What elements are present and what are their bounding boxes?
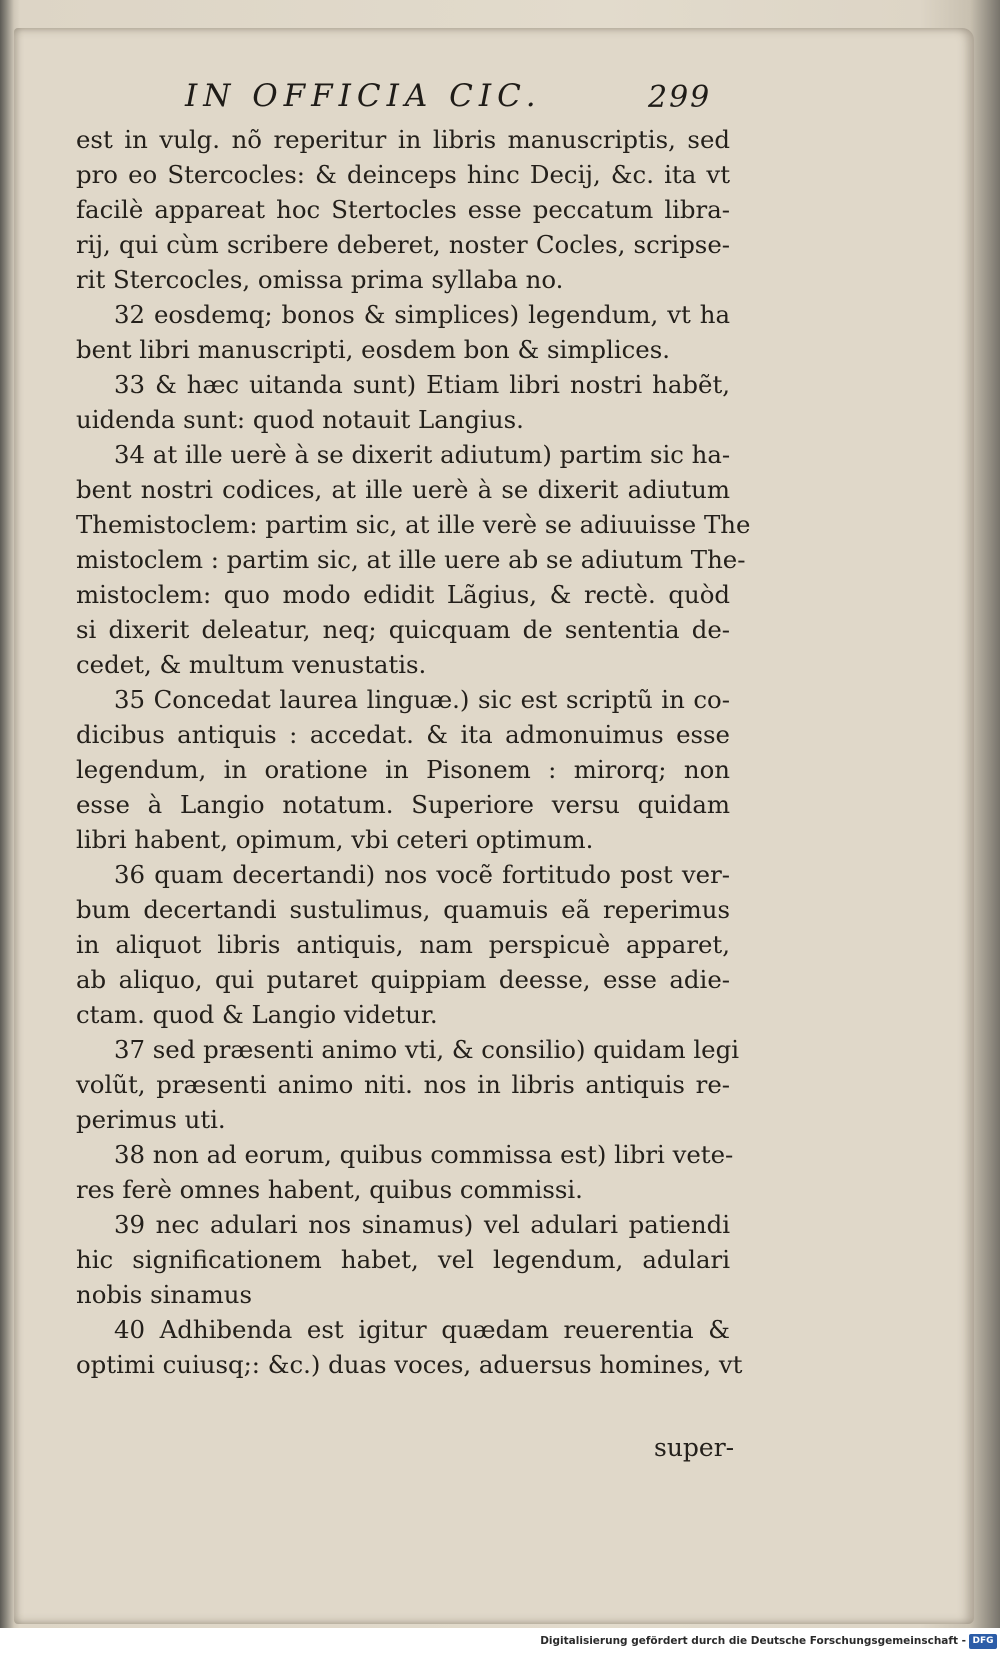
text-line: est in vulg. nõ reperitur in libris manuscriptis, sed (76, 125, 730, 154)
text-line: legendum, in oratione in Pisonem : mirorq; non (76, 755, 730, 784)
text-line: nobis sinamus (76, 1280, 252, 1309)
text-line: mistoclem : partim sic, at ille uere ab se adiutum The- (76, 545, 746, 574)
text-line: rit Stercocles, omissa prima syllaba no. (76, 265, 564, 294)
page-number: 299 (648, 80, 712, 115)
digitization-footer (0, 1631, 1000, 1655)
text-line: mistoclem: quo modo edidit Lãgius, & rectè. quòd (76, 580, 730, 609)
note-line: 40 Adhibenda est igitur quædam reuerentia & (114, 1315, 730, 1344)
catchword: super- (654, 1433, 735, 1462)
text-line: libri habent, opimum, vbi ceteri optimum. (76, 825, 594, 854)
running-head: IN OFFICIA CIC. (185, 78, 542, 114)
text-line: pro eo Stercocles: & deinceps hinc Decij, &c. ita vt (76, 160, 730, 189)
text-line: in aliquot libris antiquis, nam perspicuè apparet, (76, 930, 730, 959)
note-line: 36 quam decertandi) nos vocẽ fortitudo post ver- (114, 860, 730, 889)
text-line: res ferè omnes habent, quibus commissi. (76, 1175, 583, 1204)
text-line: rij, qui cùm scribere deberet, noster Cocles, scripse- (76, 230, 730, 259)
text-line: Themistoclem: partim sic, at ille verè se adiuuisse The (76, 510, 751, 539)
text-line: bent nostri codices, at ille uerè à se dixerit adiutum (76, 475, 730, 504)
text-line: bent libri manuscripti, eosdem bon & simplices. (76, 335, 670, 364)
text-line: perimus uti. (76, 1105, 226, 1134)
body-text (76, 122, 751, 1382)
text-line: optimi cuiusq;: &c.) duas voces, aduersus homines, vt (76, 1350, 743, 1379)
text-line: uidenda sunt: quod notauit Langius. (76, 405, 524, 434)
note-line: 33 & hæc uitanda sunt) Etiam libri nostri habẽt, (114, 370, 730, 399)
text-line: bum decertandi sustulimus, quamuis eã reperimus (76, 895, 730, 924)
text-line: si dixerit deleatur, neq; quicquam de sententia de- (76, 615, 730, 644)
note-line: 32 eosdemq; bonos & simplices) legendum, vt ha (114, 300, 730, 329)
footer-credit: Digitalisierung gefördert durch die Deutsche Forschungsgemeinschaft - (540, 1635, 966, 1647)
text-line: hic significationem habet, vel legendum, adulari (76, 1245, 730, 1274)
note-line: 34 at ille uerè à se dixerit adiutum) partim sic ha- (114, 440, 731, 469)
text-line: dicibus antiquis : accedat. & ita admonuimus esse (76, 720, 730, 749)
text-line: volũt, præsenti animo niti. nos in libris antiquis re- (76, 1070, 730, 1099)
text-line: esse à Langio notatum. Superiore versu quidam (76, 790, 730, 819)
text-line: ctam. quod & Langio videtur. (76, 1000, 438, 1029)
note-line: 37 sed præsenti animo vti, & consilio) quidam legi (114, 1035, 740, 1064)
text-line: facilè appareat hoc Stertocles esse peccatum libra- (76, 195, 730, 224)
dfg-logo: DFG (969, 1634, 997, 1649)
text-line: cedet, & multum venustatis. (76, 650, 427, 679)
note-line: 38 non ad eorum, quibus commissa est) libri vete- (114, 1140, 734, 1169)
note-line: 39 nec adulari nos sinamus) vel adulari patiendi (114, 1210, 730, 1239)
text-line: ab aliquo, qui putaret quippiam deesse, esse adie- (76, 965, 730, 994)
note-line: 35 Concedat laurea linguæ.) sic est scriptũ in co- (114, 685, 730, 714)
